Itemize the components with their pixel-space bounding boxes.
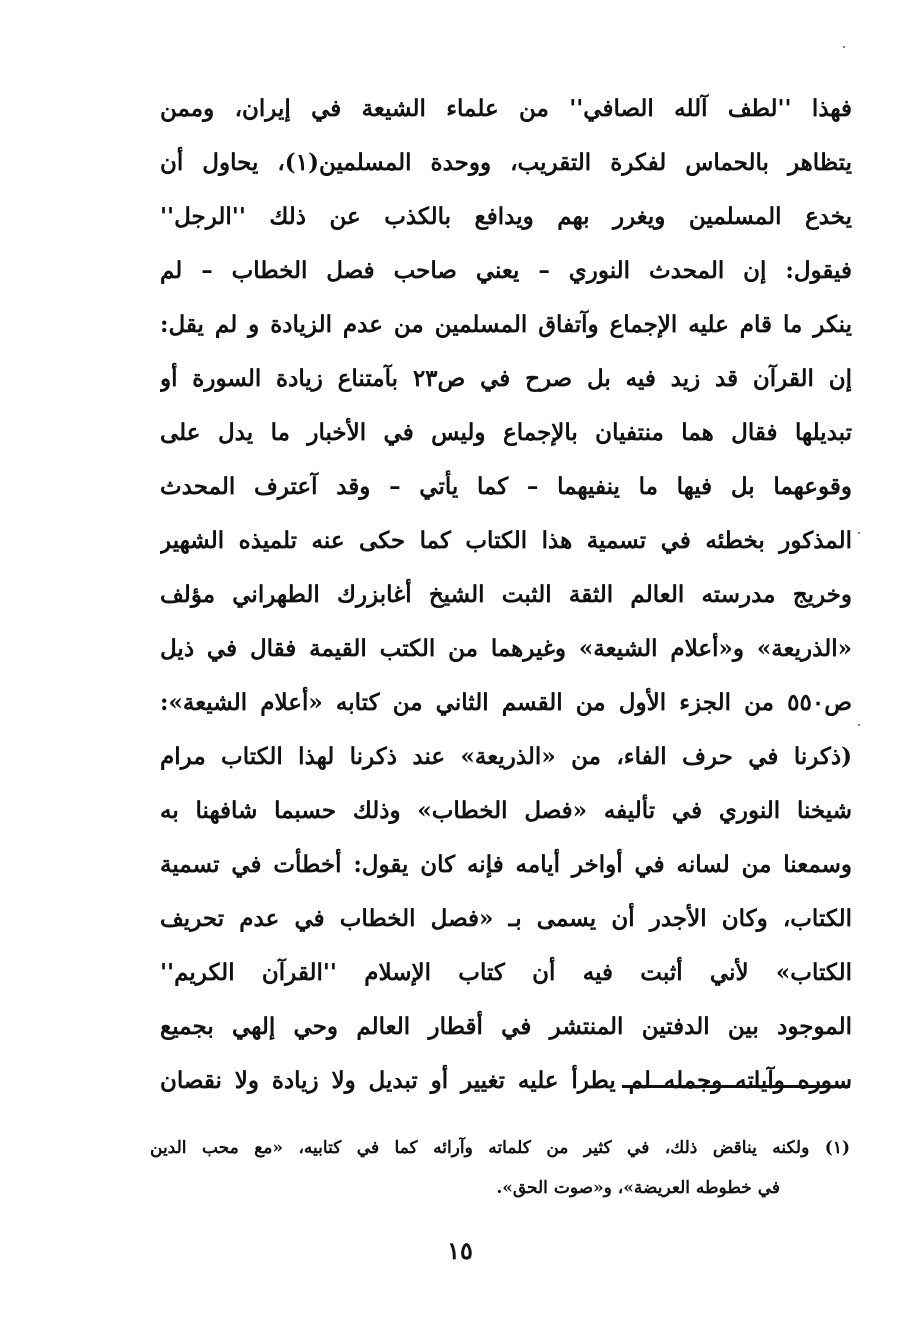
scan-speck [858, 724, 860, 726]
body-line: الكتاب، وكان الأجدر أن يسمى بـ «فصل الخطاب في عدم تحريف [160, 905, 852, 932]
page-number: ١٥ [447, 1236, 473, 1265]
body-line: يخدع المسلمين ويغرر بهم ويدافع بالكذب عن ذلك ''الرجل'' [160, 203, 852, 230]
body-line: شيخنا النوري في تأليفه «فصل الخطاب» وذلك حسبما شافهنا به [160, 797, 852, 824]
body-line: يتظاهر بالحماس لفكرة التقريب، ووحدة المسلمين(١)، يحاول أن [160, 149, 852, 176]
scan-speck [858, 532, 860, 534]
footnote-line: (١) ولكنه يناقض ذلك، في كثير من كلماته وآرائه كما في كتابيه، «مع محب الدين [150, 1138, 850, 1158]
body-line: (ذكرنا في حرف الفاء، من «الذريعة» عند ذكرنا لهذا الكتاب مرام [160, 743, 852, 770]
footnote-line: في خطوطه العريضة»، و«صوت الحق». [496, 1178, 780, 1198]
body-line: فهذا ''لطف آلله الصافي'' من علماء الشيعة في إيران، وممن [160, 95, 852, 122]
footnote [150, 1128, 850, 1208]
scan-speck [843, 46, 845, 48]
body-line: المذكور بخطئه في تسمية هذا الكتاب كما حكى عنه تلميذه الشهير [160, 527, 852, 554]
body-line: ص٥٥٠ من الجزء الأول من القسم الثاني من كتابه «أعلام الشيعة»: [160, 689, 852, 716]
body-text [160, 82, 852, 1108]
body-line: وسمعنا من لسانه في أواخر أيامه فإنه كان يقول: أخطأت في تسمية [160, 851, 852, 878]
body-line: وخريج مدرسته العالم الثقة الثبت الشيخ أغابزرك الطهراني مؤلف [160, 581, 852, 608]
body-line: إن القرآن قد زيد فيه بل صرح في ص٢٣ بآمتناع زيادة السورة أو [160, 365, 852, 392]
body-line: الكتاب» لأني أثبت فيه أن كتاب الإسلام ''القرآن الكريم'' [160, 959, 852, 986]
body-line: تبديلها فقال هما منتفيان بالإجماع وليس في الأخبار ما يدل على [160, 419, 852, 446]
body-line: «الذريعة» و«أعلام الشيعة» وغيرهما من الكتب القيمة فقال في ذيل [160, 635, 852, 662]
body-line: سوره وآياته وجمله لم يطرأ عليه تغيير أو تبديل ولا زيادة ولا نقصان [160, 1067, 852, 1094]
body-line: الموجود بين الدفتين المنتشر في أقطار العالم وحي إلهي بجميع [160, 1013, 852, 1040]
body-line: ينكر ما قام عليه الإجماع وآتفاق المسلمين من عدم الزيادة و لم يقل: [160, 311, 852, 338]
footnote-divider [622, 1085, 850, 1088]
body-line: وقوعهما بل فيها ما ينفيهما – كما يأتي – وقد آعترف المحدث [160, 473, 852, 500]
body-line: فيقول: إن المحدث النوري – يعني صاحب فصل الخطاب – لم [160, 257, 852, 284]
